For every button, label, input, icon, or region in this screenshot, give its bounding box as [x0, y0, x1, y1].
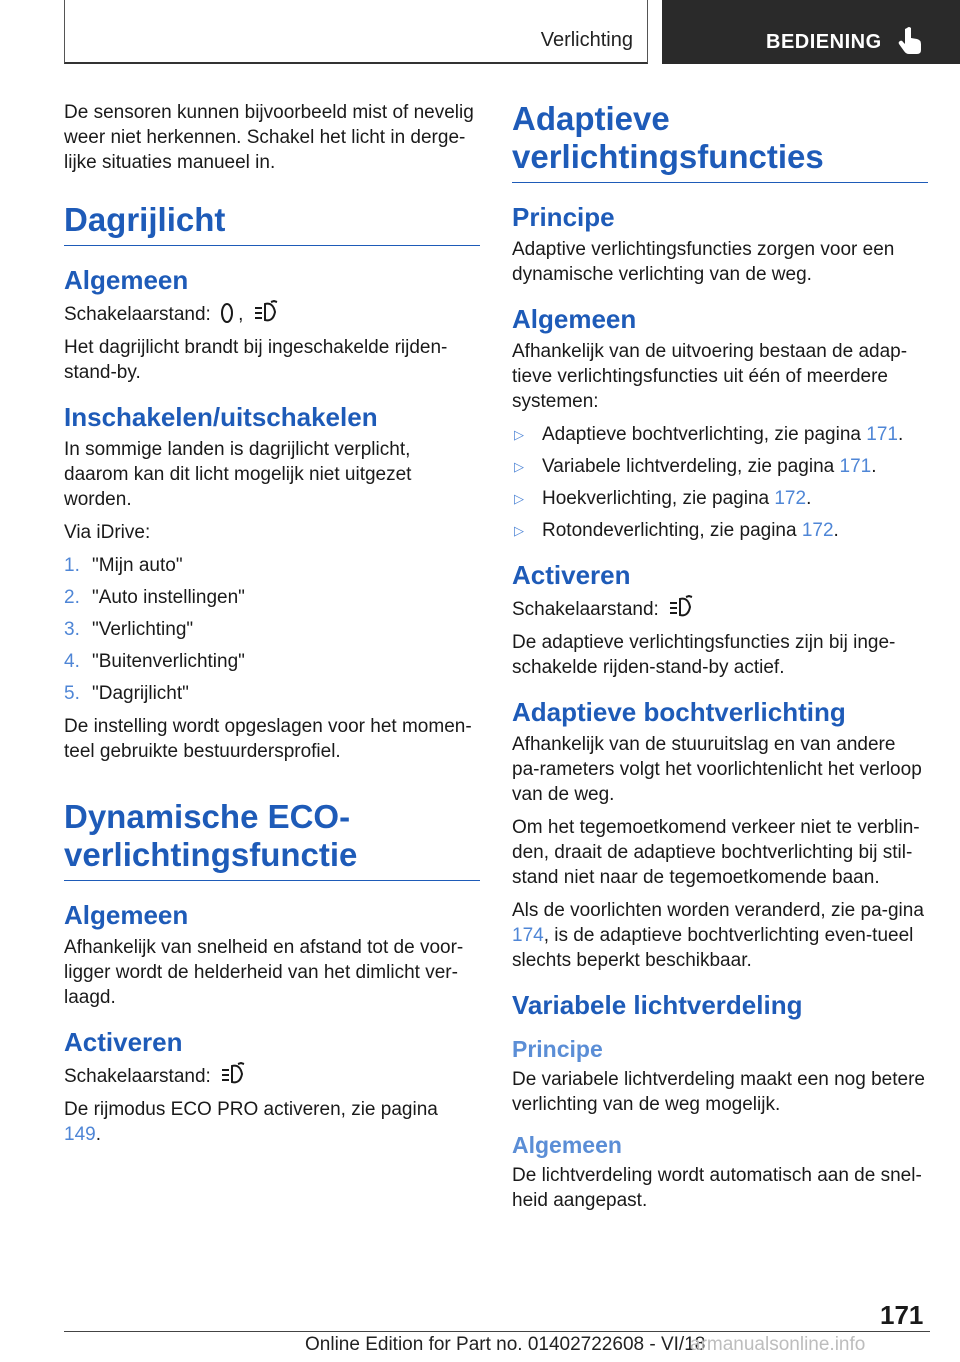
list-item: 5. "Dagrijlicht"	[64, 683, 189, 704]
heading-eco-activeren: Activeren	[64, 1027, 183, 1057]
switch-position-line	[64, 300, 480, 327]
auto-light-icon	[220, 1062, 248, 1086]
list-item: ▷ Adaptieve bochtverlichting, zie pagina 171.	[514, 424, 904, 445]
list-item: 4. "Buitenverlichting"	[64, 651, 245, 672]
heading-inschakelen: Inschakelen/uitschakelen	[64, 402, 378, 432]
bocht-text-2: Om het tegemoetkomend verkeer niet te verblin-den, draait de adaptieve bochtverlichting bij stil-stand niet naar de tegemoetkomende baan.	[512, 817, 920, 888]
var-algemeen-text: De lichtverdeling wordt automatisch aan de snel-heid aangepast.	[512, 1165, 922, 1211]
page-link[interactable]: 171	[839, 456, 872, 477]
heading-var-principe: Principe	[512, 1036, 603, 1062]
inschakelen-text: In sommige landen is dagrijlicht verplicht, daarom kan dit licht mogelijk niet uitgezet worden.	[64, 439, 412, 510]
heading-eco-algemeen: Algemeen	[64, 900, 189, 930]
right-column	[512, 100, 928, 1221]
heading-adaptieve: Adaptieve verlichtingsfuncties	[512, 100, 928, 183]
list-item: 3. "Verlichting"	[64, 619, 194, 640]
heading-bochtverlichting: Adaptieve bochtverlichting	[512, 697, 846, 727]
left-column	[64, 100, 480, 1155]
eco-algemeen-text: Afhankelijk van snelheid en afstand tot de voor-ligger wordt de helderheid van het dimlicht ver-laagd.	[64, 937, 464, 1008]
switch-label: Schakelaarstand:	[64, 304, 211, 325]
heading-variabele: Variabele lichtverdeling	[512, 990, 803, 1020]
header-chapter-box	[662, 0, 960, 64]
eco-activeren-text: De rijmodus ECO PRO activeren, zie pagina 149.	[64, 1099, 438, 1145]
heading-algemeen: Algemeen	[512, 304, 637, 334]
switch-separator: ,	[238, 304, 244, 325]
watermark: armanualsonline.info	[690, 1334, 866, 1355]
algemeen-text: Afhankelijk van de uitvoering bestaan de adap-tieve verlichtingsfuncties uit één of meerdere systemen:	[512, 341, 908, 412]
off-position-icon	[220, 302, 234, 324]
intro-text: De sensoren kunnen bijvoorbeeld mist of nevelig weer niet herkennen. Schakel het licht in derge-lijke situaties manueel in.	[64, 102, 474, 173]
page-number: 171	[880, 1300, 924, 1330]
eco-switch-line	[64, 1062, 480, 1089]
list-item: ▷ Hoekverlichting, zie pagina 172.	[514, 488, 812, 509]
page-link[interactable]: 174	[512, 925, 544, 946]
switch-position-line	[512, 595, 928, 622]
section-title: Verlichting	[540, 29, 633, 51]
edition-text: Online Edition for Part no. 01402722608 - VI/18	[305, 1334, 706, 1355]
heading-activeren: Activeren	[512, 560, 631, 590]
switch-label: Schakelaarstand:	[64, 1066, 211, 1087]
list-item: ▷ Variabele lichtverdeling, zie pagina 171.	[514, 456, 877, 477]
heading-algemeen: Algemeen	[64, 265, 189, 295]
page-link[interactable]: 171	[866, 424, 898, 445]
list-item: ▷ Rotondeverlichting, zie pagina 172.	[514, 520, 839, 541]
page-link[interactable]: 149	[64, 1124, 96, 1145]
list-item: 1. "Mijn auto"	[64, 555, 183, 576]
auto-light-icon	[668, 595, 696, 619]
var-principe-text: De variabele lichtverdeling maakt een nog betere verlichting van de weg mogelijk.	[512, 1069, 925, 1115]
page-link[interactable]: 172	[801, 520, 834, 541]
heading-eco: Dynamische ECO-verlichtingsfunctie	[64, 798, 480, 881]
page-link[interactable]: 172	[774, 488, 807, 509]
idrive-steps	[64, 553, 480, 706]
switch-label: Schakelaarstand:	[512, 599, 659, 620]
heading-var-algemeen: Algemeen	[512, 1132, 622, 1158]
chapter-title: BEDIENING	[766, 31, 882, 53]
auto-light-icon	[253, 300, 281, 324]
heading-dagrijlicht: Dagrijlicht	[64, 201, 480, 246]
header-section-box	[64, 0, 648, 64]
dagrijlicht-text: Het dagrijlicht brandt bij ingeschakelde rijden-stand-by.	[64, 337, 448, 383]
activeren-text: De adaptieve verlichtingsfuncties zijn bij inge-schakelde rijden-stand-by actief.	[512, 632, 896, 678]
hand-pointer-icon	[898, 26, 924, 54]
heading-principe: Principe	[512, 202, 615, 232]
systems-list	[512, 422, 928, 543]
list-item: 2. "Auto instellingen"	[64, 587, 245, 608]
principe-text: Adaptive verlichtingsfuncties zorgen voor een dynamische verlichting van de weg.	[512, 239, 895, 285]
bocht-text-3: Als de voorlichten worden veranderd, zie pa-gina 174, is de adaptieve bochtverlichting even-tueel slechts beperkt beschikbaar.	[512, 900, 924, 971]
instelling-text: De instelling wordt opgeslagen voor het momen-teel gebruikte bestuurdersprofiel.	[64, 716, 472, 762]
via-idrive: Via iDrive:	[64, 522, 151, 543]
bocht-text-1: Afhankelijk van de stuuruitslag en van andere pa-rameters volgt het voorlichtenlicht het verloop van de weg.	[512, 734, 922, 805]
footer-divider	[64, 1331, 930, 1332]
